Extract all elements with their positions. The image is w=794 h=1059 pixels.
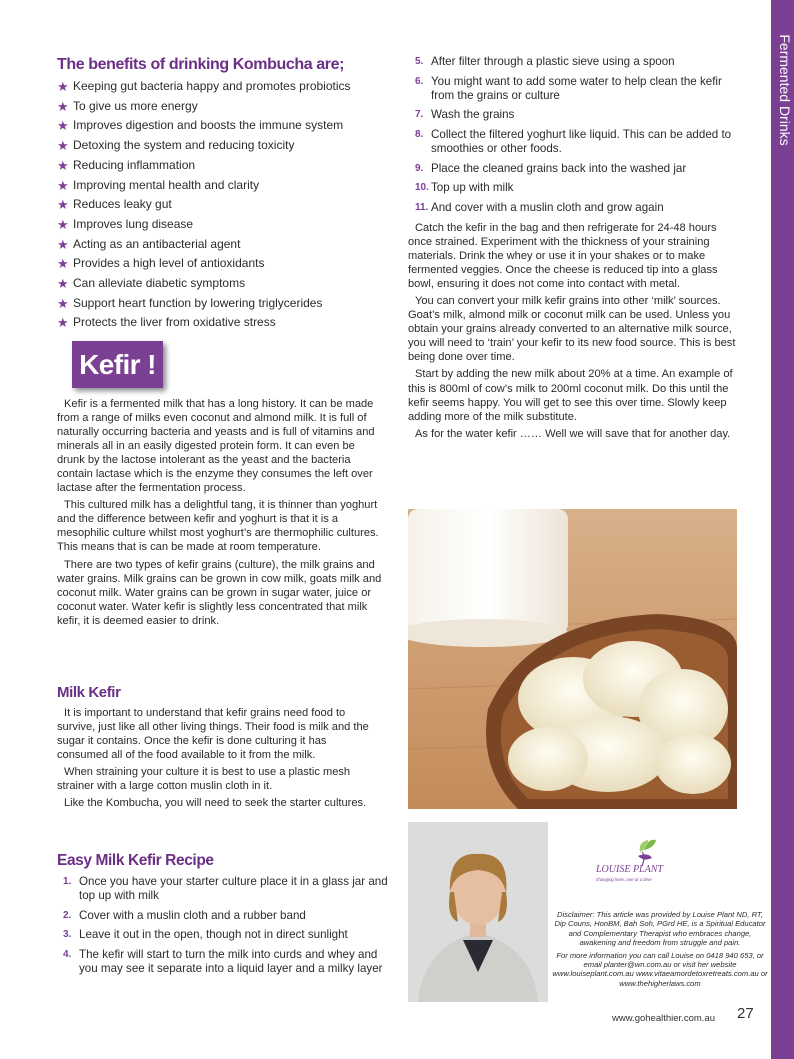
recipe-step	[415, 201, 735, 215]
benefit-item	[57, 235, 397, 255]
benefit-item	[57, 97, 397, 117]
right-paragraph: Start by adding the new milk about 20% at a time. An example of this is 800ml of cow’s milk to 200ml coconut milk. Do this until the kefir seems happy. You will get to see this over time. Slowly keep adding more of the milk substitute.	[408, 368, 733, 423]
kefir-title-box: Kefir !	[72, 341, 163, 388]
benefit-item	[57, 116, 397, 136]
step-number: 10.	[415, 182, 429, 194]
step-number: 7.	[415, 109, 424, 121]
step-number: 6.	[415, 75, 424, 87]
step-number: 4.	[63, 949, 72, 961]
recipe-step	[415, 55, 735, 69]
step-number: 3.	[63, 929, 72, 941]
star-bullet-icon: ★	[57, 157, 69, 173]
benefits-list	[57, 77, 397, 333]
section-sidebar	[771, 0, 794, 1059]
disclaimer-text: Disclaimer: This article was provided by Louise Plant ND, RT, Dip Couns, HonBM, Bah Soh, PGrd HE, is a Spiritual Educator and Complementary Therapist who embraces change, awakening and freedom from struggle and pain.	[554, 910, 766, 948]
benefit-item	[57, 254, 397, 274]
star-bullet-icon: ★	[57, 315, 69, 331]
step-number: 1.	[63, 876, 72, 887]
logo-tagline: changing lives, one at a time	[596, 877, 652, 882]
milk-kefir-heading: Milk Kefir	[57, 684, 121, 701]
step-text: Leave it out in the open, though not in direct sunlight	[79, 928, 348, 942]
recipe-heading: Easy Milk Kefir Recipe	[57, 852, 214, 869]
step-text: Top up with milk	[431, 181, 514, 195]
star-bullet-icon: ★	[57, 138, 69, 154]
section-label: Fermented Drinks	[777, 34, 793, 146]
step-text: And cover with a muslin cloth and grow again	[431, 201, 664, 215]
benefit-item	[57, 195, 397, 215]
page-number: 27	[737, 1005, 754, 1022]
milk-kefir-paragraph: It is important to understand that kefir grains need food to survive, just like all other living things. Their food is milk and the sugar it contains. Once the kefir is done culturing it has consumed all of the food available to it from the milk.	[57, 707, 369, 762]
step-number: 2.	[63, 909, 72, 921]
step-number: 11.	[415, 202, 429, 214]
kefir-paragraph: There are two types of kefir grains (culture), the milk grains and water grains. Milk grains can be grown in cow milk, goats milk and coconut milk. Water grains can be grown in sugar water, juice or coconut water. Water kefir is slightly less concentrated that milk kefir, it is deemed easier to drink.	[57, 558, 382, 627]
step-text: After filter through a plastic sieve using a spoon	[431, 55, 675, 68]
benefit-item	[57, 313, 397, 333]
step-text: Cover with a muslin cloth and a rubber band	[79, 908, 306, 922]
star-bullet-icon: ★	[57, 276, 69, 292]
benefit-item	[57, 176, 397, 196]
step-text: Wash the grains	[431, 108, 515, 122]
recipe-step	[415, 162, 735, 176]
benefit-text: Provides a high level of antioxidants	[73, 256, 265, 271]
star-bullet-icon: ★	[57, 256, 69, 272]
benefit-text: Acting as an antibacterial agent	[73, 236, 241, 251]
step-number: 8.	[415, 129, 424, 141]
kefir-paragraph: Kefir is a fermented milk that has a long history. It can be made from a range of milks even coconut and almond milk. It is full of naturally occurring bacteria and yeasts and is full of vitamins and minerals all in an easily digested protein form. It can even be drunk by the lactose intolerant as the yeast and the bacteria contain lactase which is the enzyme they consumes the left over lactase after the fermentation process.	[57, 398, 375, 495]
benefit-text: Improves lung disease	[73, 216, 194, 231]
star-bullet-icon: ★	[57, 216, 69, 232]
step-text: The kefir will start to turn the milk into curds and whey and you may see it separate into a liquid layer and a milky layer	[79, 948, 383, 976]
milk-kefir-paragraph: When straining your culture it is best to use a plastic mesh strainer with a large cotton muslin cloth in it.	[57, 766, 351, 793]
right-paragraph: You can convert your milk kefir grains into other ‘milk’ sources. Goat’s milk, almond milk or coconut milk can be used. Unless you obtain your grains already converted to an alternative milk source, you will need to ‘train’ your kefir to its new food source. This is best being done over time.	[408, 295, 736, 364]
logo-name: LOUISE PLANT	[596, 864, 663, 875]
step-text: You might want to add some water to help clean the kefir from the grains or culture	[431, 74, 722, 102]
right-column-body	[408, 221, 740, 441]
benefit-text: Protects the liver from oxidative stress	[73, 315, 276, 330]
kefir-paragraph: This cultured milk has a delightful tang, it is thinner than yoghurt and the difference between kefir and yoghurt is that it is a mesophilic culture whilst most yoghurt’s are thermophilic cultures. This means that is can be made at room temperature.	[57, 499, 379, 554]
recipe-steps-left	[63, 875, 389, 982]
benefit-text: Reducing inflammation	[73, 157, 196, 172]
benefit-item	[57, 215, 397, 235]
star-bullet-icon: ★	[57, 118, 69, 134]
star-bullet-icon: ★	[57, 197, 69, 213]
recipe-steps-right	[415, 55, 735, 221]
benefit-item	[57, 136, 397, 156]
benefit-text: Can alleviate diabetic symptoms	[73, 276, 246, 291]
recipe-step	[415, 128, 735, 156]
kefir-grains-photo	[408, 509, 737, 809]
step-text: Once you have your starter culture place it in a glass jar and top up with milk	[79, 875, 388, 902]
footer-url: www.gohealthier.com.au	[612, 1013, 715, 1024]
star-bullet-icon: ★	[57, 177, 69, 193]
step-text: Collect the filtered yoghurt like liquid. This can be added to smoothies or other foods.	[431, 128, 732, 156]
recipe-step	[415, 75, 735, 103]
recipe-step	[415, 108, 735, 122]
benefit-text: Support heart function by lowering triglycerides	[73, 295, 323, 310]
recipe-step	[63, 909, 389, 923]
disclaimer	[552, 910, 768, 988]
benefit-item	[57, 77, 397, 97]
benefit-text: Improving mental health and clarity	[73, 177, 260, 192]
louise-plant-logo	[592, 836, 664, 884]
benefit-item	[57, 156, 397, 176]
contact-text: For more information you can call Louise on 0418 940 653, or email planter@wn.com.au or visit her website www.louiseplant.com.au www.vitaeamordetoxretreats.com.au or www.thehigherlaws.com	[552, 950, 768, 988]
benefit-text: To give us more energy	[73, 98, 198, 113]
author-photo	[408, 822, 548, 1002]
kefir-intro	[57, 397, 385, 628]
recipe-step	[63, 875, 389, 903]
star-bullet-icon: ★	[57, 295, 69, 311]
star-bullet-icon: ★	[57, 98, 69, 114]
right-paragraph: As for the water kefir …… Well we will save that for another day.	[415, 427, 731, 440]
star-bullet-icon: ★	[57, 236, 69, 252]
milk-kefir-body	[57, 706, 375, 810]
step-number: 9.	[415, 162, 424, 174]
star-bullet-icon: ★	[57, 79, 69, 94]
benefit-item	[57, 274, 397, 294]
recipe-step	[63, 948, 389, 976]
right-paragraph: Catch the kefir in the bag and then refrigerate for 24-48 hours once strained. Experiment with the thickness of your straining materials. Drink the whey or use it in your shakes or to make fermented veggies. Once the cheese is reduced tip into a glass bowl, ensuring it does not come into contact with metal.	[408, 222, 718, 291]
benefit-text: Improves digestion and boosts the immune system	[73, 118, 344, 133]
recipe-step	[63, 928, 389, 942]
step-text: Place the cleaned grains back into the washed jar	[431, 161, 687, 175]
benefit-text: Detoxing the system and reducing toxicity	[73, 138, 295, 153]
step-number: 5.	[415, 56, 424, 67]
benefit-text: Keeping gut bacteria happy and promotes probiotics	[73, 79, 351, 93]
benefit-item	[57, 294, 397, 314]
milk-kefir-paragraph: Like the Kombucha, you will need to seek the starter cultures.	[64, 797, 367, 810]
benefit-text: Reduces leaky gut	[73, 197, 172, 212]
benefits-heading: The benefits of drinking Kombucha are;	[57, 56, 345, 73]
recipe-step	[415, 181, 735, 195]
